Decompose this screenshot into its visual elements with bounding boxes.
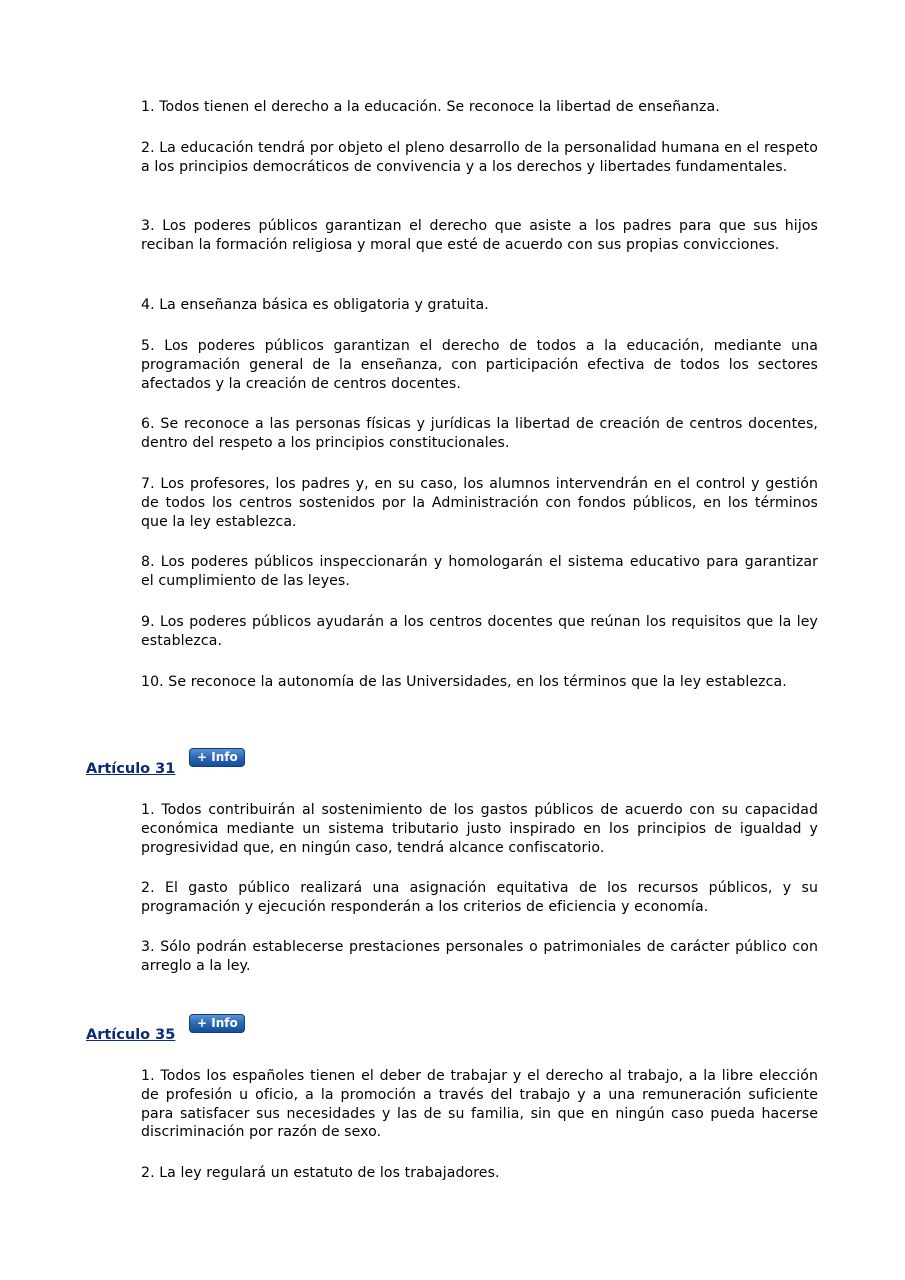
art30-paragraph-9: 9. Los poderes públicos ayudarán a los centros docentes que reúnan los requisitos que la ley establezca. (141, 614, 818, 649)
art30-paragraph-6: 6. Se reconoce a las personas físicas y jurídicas la libertad de creación de centros docentes, dentro del respeto a los principios constitucionales. (141, 416, 818, 451)
art30-paragraph-10: 10. Se reconoce la autonomía de las Universidades, en los términos que la ley establezca. (141, 674, 787, 690)
art30-paragraph-8: 8. Los poderes públicos inspeccionarán y homologarán el sistema educativo para garantizar el cumplimiento de las leyes. (141, 554, 818, 589)
article-31-info-button[interactable]: + Info (189, 748, 245, 767)
art30-paragraph-5: 5. Los poderes públicos garantizan el derecho de todos a la educación, mediante una programación general de la enseñanza, con participación efectiva de todos los sectores afectados y la creación de centros docentes. (141, 338, 818, 392)
article-35-heading (86, 1014, 245, 1044)
art31-paragraph-3: 3. Sólo podrán establecerse prestaciones personales o patrimoniales de carácter público con arreglo a la ley. (141, 939, 818, 974)
art31-paragraph-1: 1. Todos contribuirán al sostenimiento de los gastos públicos de acuerdo con su capacidad económica mediante un sistema tributario justo inspirado en los principios de igualdad y progresividad que, en ningún caso, tendrá alcance confiscatorio. (141, 802, 818, 856)
art30-paragraph-4: 4. La enseñanza básica es obligatoria y gratuita. (141, 297, 489, 313)
art35-paragraph-2: 2. La ley regulará un estatuto de los trabajadores. (141, 1165, 500, 1181)
art30-paragraph-3: 3. Los poderes públicos garantizan el derecho que asiste a los padres para que sus hijos reciban la formación religiosa y moral que esté de acuerdo con sus propias convicciones. (141, 218, 818, 253)
art30-paragraph-7: 7. Los profesores, los padres y, en su caso, los alumnos intervendrán en el control y gestión de todos los centros sostenidos por la Administración con fondos públicos, en los términos que la ley establezca. (141, 476, 818, 530)
art31-paragraph-2: 2. El gasto público realizará una asignación equitativa de los recursos públicos, y su programación y ejecución responderán a los criterios de eficiencia y economía. (141, 880, 818, 915)
article-31-heading (86, 748, 245, 778)
art30-paragraph-2: 2. La educación tendrá por objeto el pleno desarrollo de la personalidad humana en el respeto a los principios democráticos de convivencia y a los derechos y libertades fundamentales. (141, 140, 818, 175)
art35-paragraph-1: 1. Todos los españoles tienen el deber de trabajar y el derecho al trabajo, a la libre elección de profesión u oficio, a la promoción a través del trabajo y a una remuneración suficiente para satisfacer sus necesidades y las de su familia, sin que en ningún caso pueda hacerse discriminación por razón de sexo. (141, 1068, 818, 1141)
article-35-link[interactable]: Artículo 35 (86, 1027, 176, 1043)
article-35-info-button[interactable]: + Info (189, 1014, 245, 1033)
art30-paragraph-1: 1. Todos tienen el derecho a la educación. Se reconoce la libertad de enseñanza. (141, 99, 720, 115)
article-31-link[interactable]: Artículo 31 (86, 761, 176, 777)
